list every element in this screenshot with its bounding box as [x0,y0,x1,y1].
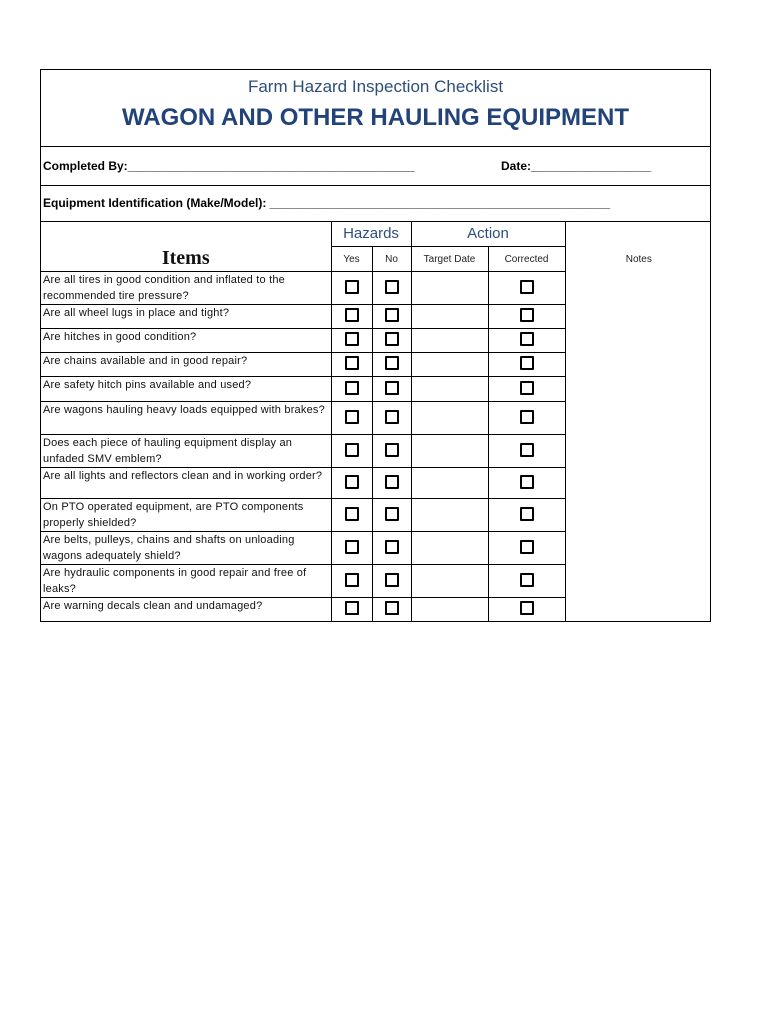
item-question: Are hitches in good condition? [41,329,331,353]
item-question: Are belts, pulleys, chains and shafts on unloading wagons adequately shield? [41,532,331,565]
corrected-checkbox[interactable] [520,573,534,587]
target-date-cell[interactable] [411,565,488,598]
notes-cell[interactable] [565,329,712,353]
no-checkbox-cell [372,377,411,402]
table-row [41,499,712,532]
table-row [41,377,712,402]
corrected-checkbox-cell [488,272,565,305]
yes-checkbox[interactable] [345,540,359,554]
corrected-checkbox[interactable] [520,443,534,457]
corrected-checkbox-cell [488,402,565,435]
yes-checkbox-cell [331,377,372,402]
no-checkbox-cell [372,435,411,468]
no-checkbox-cell [372,329,411,353]
checklist-rows [41,272,712,621]
item-question: Are all wheel lugs in place and tight? [41,305,331,329]
notes-cell[interactable] [565,565,712,598]
corrected-checkbox-cell [488,598,565,621]
no-header: No [372,247,411,272]
item-question: On PTO operated equipment, are PTO components properly shielded? [41,499,331,532]
corrected-header: Corrected [488,247,565,272]
corrected-checkbox[interactable] [520,332,534,346]
item-question: Are wagons hauling heavy loads equipped with brakes? [41,402,331,435]
yes-checkbox-cell [331,402,372,435]
corrected-checkbox[interactable] [520,356,534,370]
target-date-cell[interactable] [411,305,488,329]
checklist-form [40,69,711,622]
items-header: Items [41,247,331,272]
no-checkbox[interactable] [385,410,399,424]
yes-checkbox-cell [331,272,372,305]
yes-checkbox[interactable] [345,443,359,457]
notes-cell[interactable] [565,598,712,621]
yes-checkbox[interactable] [345,410,359,424]
form-header [41,70,710,147]
yes-checkbox[interactable] [345,381,359,395]
date-field[interactable]: Date:__________________ [501,159,652,173]
yes-checkbox[interactable] [345,280,359,294]
no-checkbox-cell [372,565,411,598]
item-question: Are all tires in good condition and inflated to the recommended tire pressure? [41,272,331,305]
table-row [41,329,712,353]
yes-checkbox-cell [331,435,372,468]
target-date-header: Target Date [411,247,488,272]
yes-checkbox-cell [331,329,372,353]
corrected-checkbox[interactable] [520,475,534,489]
items-header-spacer [41,222,331,247]
item-question: Does each piece of hauling equipment display an unfaded SMV emblem? [41,435,331,468]
item-question: Are all lights and reflectors clean and in working order? [41,468,331,499]
corrected-checkbox-cell [488,353,565,377]
corrected-checkbox[interactable] [520,381,534,395]
corrected-checkbox-cell [488,329,565,353]
yes-checkbox-cell [331,565,372,598]
table-row [41,468,712,499]
yes-checkbox-cell [331,468,372,499]
corrected-checkbox-cell [488,532,565,565]
corrected-checkbox-cell [488,305,565,329]
yes-checkbox-cell [331,532,372,565]
no-checkbox-cell [372,499,411,532]
yes-checkbox[interactable] [345,601,359,615]
notes-cell[interactable] [565,499,712,532]
corrected-checkbox[interactable] [520,280,534,294]
yes-checkbox-cell [331,598,372,621]
checklist-table [41,222,712,621]
no-checkbox-cell [372,353,411,377]
corrected-checkbox[interactable] [520,540,534,554]
yes-checkbox-cell [331,305,372,329]
notes-cell[interactable] [565,402,712,435]
corrected-checkbox-cell [488,435,565,468]
corrected-checkbox[interactable] [520,308,534,322]
yes-checkbox[interactable] [345,356,359,370]
column-header-row [41,247,712,272]
notes-cell[interactable] [565,435,712,468]
notes-cell[interactable] [565,468,712,499]
completed-by-field[interactable]: Completed By:___________________________________________ [43,159,415,173]
notes-cell[interactable] [565,272,712,305]
corrected-checkbox[interactable] [520,410,534,424]
no-checkbox[interactable] [385,332,399,346]
corrected-checkbox-cell [488,377,565,402]
completed-by-row [41,147,710,186]
no-checkbox[interactable] [385,601,399,615]
no-checkbox[interactable] [385,540,399,554]
notes-cell[interactable] [565,353,712,377]
notes-header: Notes [625,253,652,265]
no-checkbox[interactable] [385,381,399,395]
group-header-row [41,222,712,247]
equipment-id-field[interactable]: Equipment Identification (Make/Model): ___________________________________________________ [43,196,611,210]
notes-cell[interactable] [565,305,712,329]
target-date-cell[interactable] [411,435,488,468]
target-date-cell[interactable] [411,499,488,532]
target-date-cell[interactable] [411,598,488,621]
form-title: WAGON AND OTHER HAULING EQUIPMENT [121,104,630,131]
hazards-header: Hazards [331,222,411,247]
yes-checkbox[interactable] [345,573,359,587]
target-date-cell[interactable] [411,329,488,353]
notes-header-spacer [565,222,712,247]
item-question: Are safety hitch pins available and used? [41,377,331,402]
corrected-checkbox-cell [488,468,565,499]
no-checkbox-cell [372,598,411,621]
yes-checkbox[interactable] [345,475,359,489]
table-row [41,353,712,377]
no-checkbox[interactable] [385,573,399,587]
yes-header: Yes [331,247,372,272]
item-question: Are hydraulic components in good repair and free of leaks? [41,565,331,598]
action-header: Action [411,222,565,247]
yes-checkbox-cell [331,499,372,532]
no-checkbox[interactable] [385,443,399,457]
table-row [41,435,712,468]
no-checkbox-cell [372,532,411,565]
no-checkbox[interactable] [385,475,399,489]
notes-cell[interactable] [565,377,712,402]
no-checkbox-cell [372,305,411,329]
no-checkbox-cell [372,468,411,499]
no-checkbox[interactable] [385,356,399,370]
form-subtitle: Farm Hazard Inspection Checklist [247,77,504,96]
no-checkbox[interactable] [385,280,399,294]
corrected-checkbox-cell [488,565,565,598]
no-checkbox-cell [372,402,411,435]
yes-checkbox[interactable] [345,507,359,521]
target-date-cell[interactable] [411,377,488,402]
item-question: Are chains available and in good repair? [41,353,331,377]
yes-checkbox-cell [331,353,372,377]
target-date-cell[interactable] [411,272,488,305]
corrected-checkbox[interactable] [520,601,534,615]
target-date-cell[interactable] [411,353,488,377]
corrected-checkbox-cell [488,499,565,532]
notes-cell[interactable] [565,532,712,565]
target-date-cell[interactable] [411,532,488,565]
yes-checkbox[interactable] [345,332,359,346]
no-checkbox[interactable] [385,308,399,322]
table-row [41,272,712,305]
table-row [41,598,712,621]
table-row [41,402,712,435]
no-checkbox[interactable] [385,507,399,521]
table-row [41,565,712,598]
no-checkbox-cell [372,272,411,305]
equipment-id-row [41,186,710,222]
target-date-cell[interactable] [411,402,488,435]
item-question: Are warning decals clean and undamaged? [41,598,331,621]
table-row [41,305,712,329]
corrected-checkbox[interactable] [520,507,534,521]
yes-checkbox[interactable] [345,308,359,322]
table-row [41,532,712,565]
target-date-cell[interactable] [411,468,488,499]
